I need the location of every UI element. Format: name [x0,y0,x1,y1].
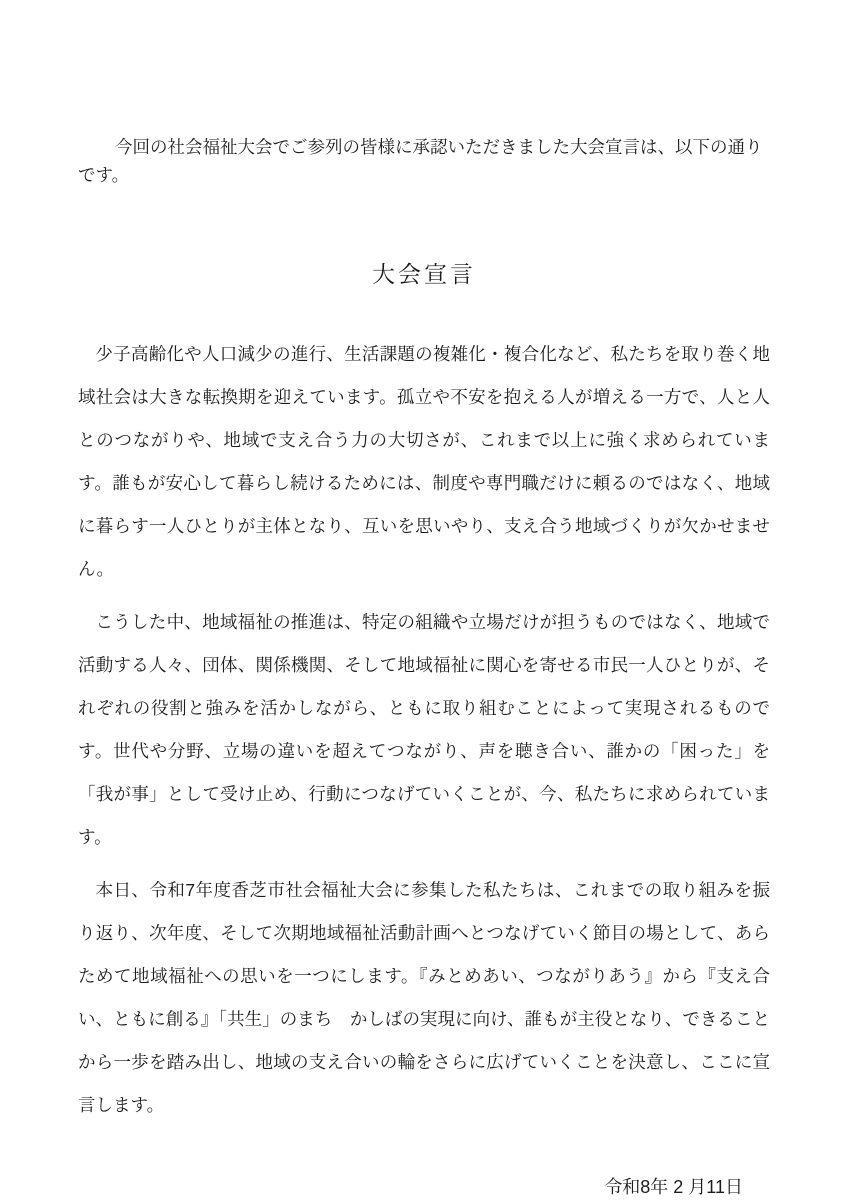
declaration-title: 大会宣言 [372,261,476,287]
declaration-body [78,333,770,1127]
paragraph: 本日、令和7年度香芝市社会福祉大会に参集した私たちは、これまでの取り組みを振り返り、次年度、そして次期地域福祉活動計画へとつなげていく節目の場として、あらためて地域福祉への思いを一つにします。『みとめあい、つながりあう』から『支え合い、ともに創る』「共生」のまち かしばの実現に向け、誰もが主役となり、できることから一歩を踏み出し、地域の支え合いの輪をさらに広げていくことを決意し、ここに宣言します。 [78,880,770,1115]
date-line: 令和8年 2 月11日 [604,1177,743,1197]
paragraph: こうした中、地域福祉の推進は、特定の組織や立場だけが担うものではなく、地域で活動する人々、団体、関係機関、そして地域福祉に関心を寄せる市民一人ひとりが、それぞれの役割と強みを活かしながら、ともに取り組むことによって実現されるものです。世代や分野、立場の違いを超えてつながり、声を聴き合い、誰かの「困った」を「我が事」として受け止め、行動につなげていくことが、今、私たちに求められています。 [78,612,770,847]
paragraph: 少子高齢化や人口減少の進行、生活課題の複雑化・複合化など、私たちを取り巻く地域社会は大きな転換期を迎えています。孤立や不安を抱える人が増える一方で、人と人とのつながりや、地域で支え合う力の大切さが、これまで以上に強く求められています。誰もが安心して暮らし続けるためには、制度や専門職だけに頼るのではなく、地域に暮らす一人ひとりが主体となり、互いを思いやり、支え合う地域づくりが欠かせません。 [78,344,770,579]
intro-line: 今回の社会福祉大会でご参列の皆様に承認いただきました大会宣言は、以下の通りです。 [78,137,763,185]
